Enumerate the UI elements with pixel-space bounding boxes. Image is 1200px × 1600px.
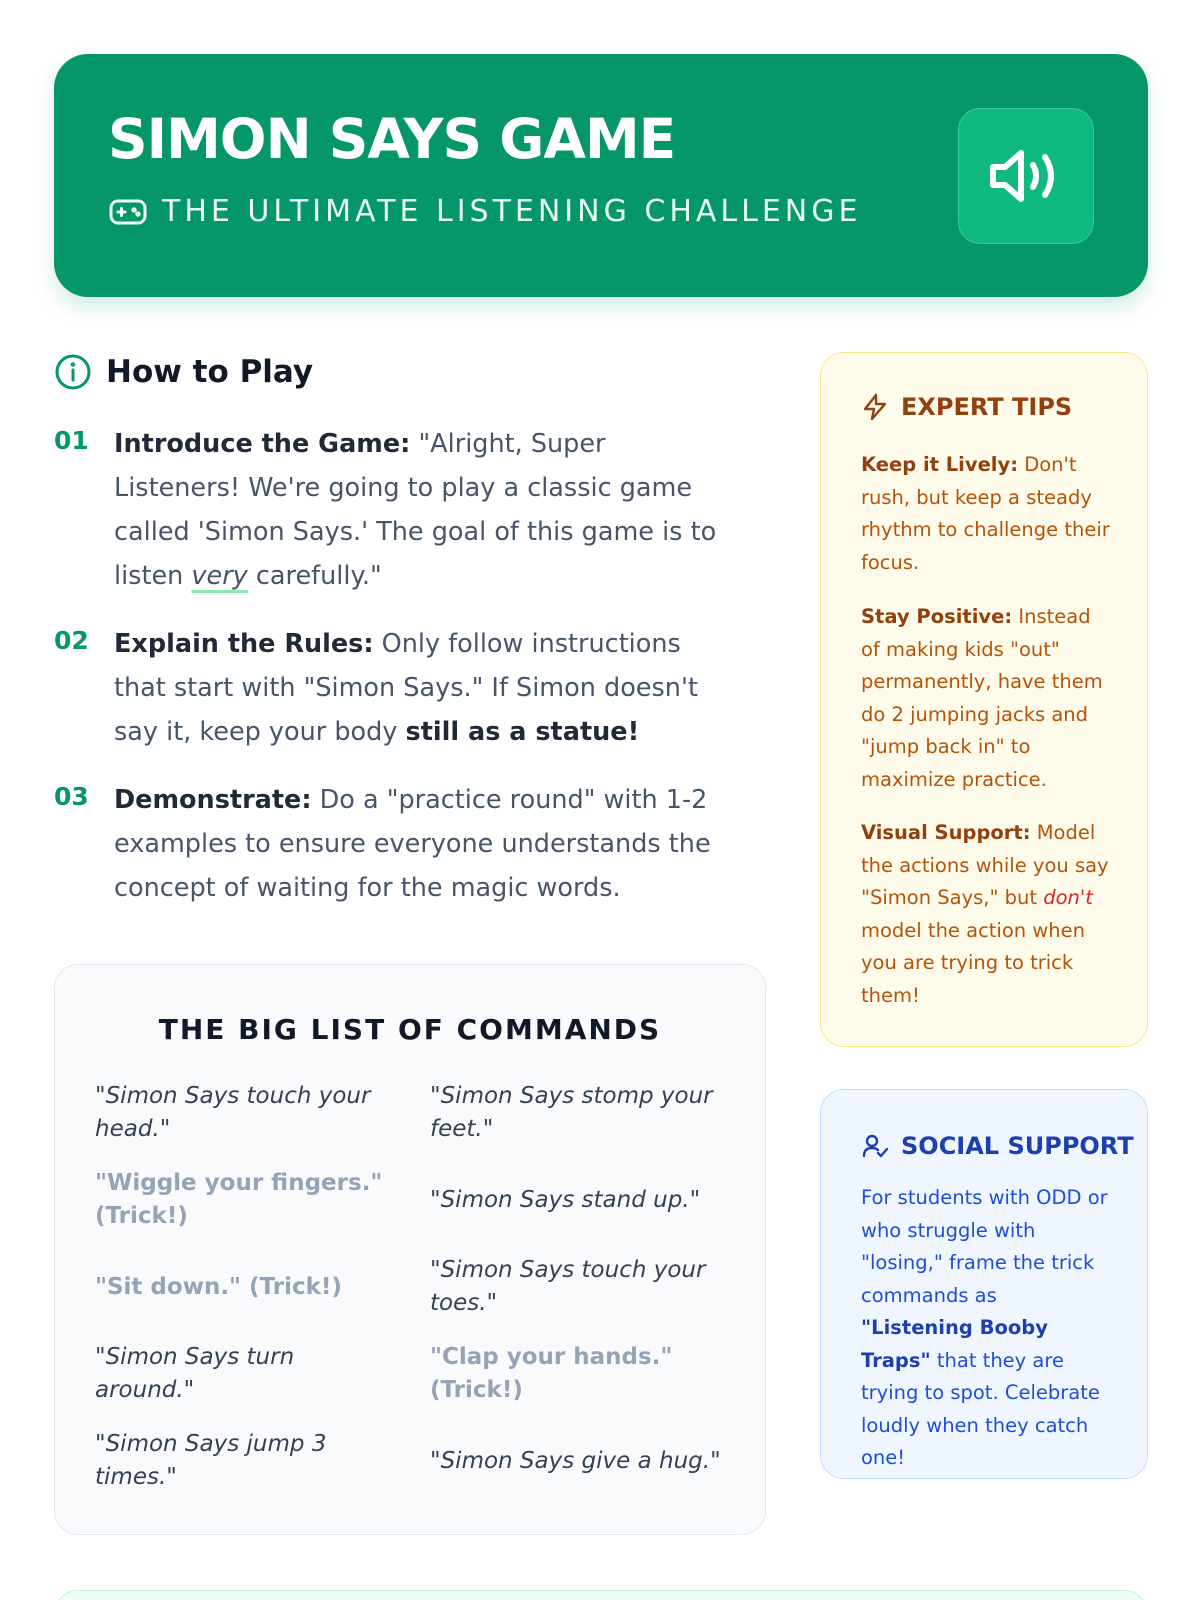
step-number: 03 xyxy=(54,782,89,811)
commands-heading: THE BIG LIST OF COMMANDS xyxy=(158,1013,662,1046)
step-text xyxy=(114,422,734,598)
social-support-text xyxy=(861,1182,1113,1475)
social-text-part: that they are trying to spot. Celebrate loudly when they catch one! xyxy=(861,1348,1100,1469)
expert-tips-heading xyxy=(861,393,1072,421)
social-text-part: For students with ODD or who struggle with "losing," frame the trick commands as xyxy=(861,1186,1108,1307)
how-to-play-heading xyxy=(54,353,313,391)
section-title: How to Play xyxy=(106,354,314,390)
step-emphasis: very xyxy=(191,561,248,591)
social-support-heading xyxy=(861,1132,1134,1160)
social-support-card xyxy=(820,1089,1148,1479)
step-item xyxy=(54,422,734,598)
step-text-part: "Alright, Super Listeners! We're going to play a classic game called 'Simon Says.' The goal of this game is to listen xyxy=(114,429,717,591)
tip-label: Visual Support: xyxy=(861,821,1031,844)
tip-text: Don't rush, but keep a steady rhythm to challenge their focus. xyxy=(861,453,1110,574)
tip-item xyxy=(861,817,1111,1012)
simon-command: "Simon Says touch your toes." xyxy=(430,1257,706,1316)
tip-label: Stay Positive: xyxy=(861,605,1013,628)
step-text-part: carefully." xyxy=(247,561,382,591)
tip-item xyxy=(861,449,1111,579)
trick-command: "Wiggle your fingers." (Trick!) xyxy=(95,1170,383,1229)
simon-command: "Simon Says give a hug." xyxy=(430,1447,721,1474)
tip-emphasis: don't xyxy=(1043,886,1093,909)
simon-command: "Simon Says touch your head." xyxy=(95,1083,371,1142)
step-text-part: Only follow instructions that start with "Simon Says." If Simon doesn't say it, keep your body xyxy=(114,629,698,747)
simon-command: "Simon Says turn around." xyxy=(95,1344,295,1403)
step-text xyxy=(114,778,734,910)
sound-button[interactable] xyxy=(958,108,1094,244)
step-item xyxy=(54,622,734,754)
header-subtitle-row xyxy=(108,194,861,229)
page-subtitle: THE ULTIMATE LISTENING CHALLENGE xyxy=(162,194,862,229)
expert-tips-card xyxy=(820,352,1148,1047)
step-text-part: Do a "practice round" with 1-2 examples to ensure everyone understands the concept of waiting for the magic words. xyxy=(114,785,711,903)
step-label: Demonstrate: xyxy=(114,785,312,815)
step-item xyxy=(54,778,734,910)
social-strong: "Listening Booby Traps" xyxy=(861,1316,1048,1372)
tip-text: Instead of making kids "out" permanently, have them do 2 jumping jacks and "jump back in" to maximize practice. xyxy=(861,605,1103,791)
gamepad-icon xyxy=(108,196,148,228)
simon-command: "Simon Says jump 3 times." xyxy=(95,1431,327,1490)
step-label: Explain the Rules: xyxy=(114,629,374,659)
header-banner xyxy=(54,54,1148,297)
user-check-icon xyxy=(861,1132,889,1160)
commands-card xyxy=(54,964,766,1535)
social-support-title: SOCIAL SUPPORT xyxy=(901,1132,1134,1160)
info-icon xyxy=(54,353,92,391)
step-strong: still as a statue! xyxy=(405,717,640,747)
step-number: 01 xyxy=(54,426,89,455)
page-title: SIMON SAYS GAME xyxy=(108,107,676,171)
trick-command: "Clap your hands." (Trick!) xyxy=(430,1344,673,1403)
tip-label: Keep it Lively: xyxy=(861,453,1018,476)
speaker-icon xyxy=(987,141,1065,211)
tip-text: model the action when you are trying to trick them! xyxy=(861,918,1086,1007)
simon-command: "Simon Says stand up." xyxy=(430,1186,701,1213)
trick-command: "Sit down." (Trick!) xyxy=(95,1273,342,1300)
bottom-card xyxy=(54,1590,1148,1600)
lightning-icon xyxy=(861,393,889,421)
step-label: Introduce the Game: xyxy=(114,429,411,459)
tip-item xyxy=(861,601,1111,796)
simon-command: "Simon Says stomp your feet." xyxy=(430,1083,713,1142)
step-text xyxy=(114,622,734,754)
expert-tips-title: EXPERT TIPS xyxy=(901,393,1073,421)
tip-text: Model the actions while you say "Simon Says," but xyxy=(861,821,1109,909)
step-number: 02 xyxy=(54,626,89,655)
